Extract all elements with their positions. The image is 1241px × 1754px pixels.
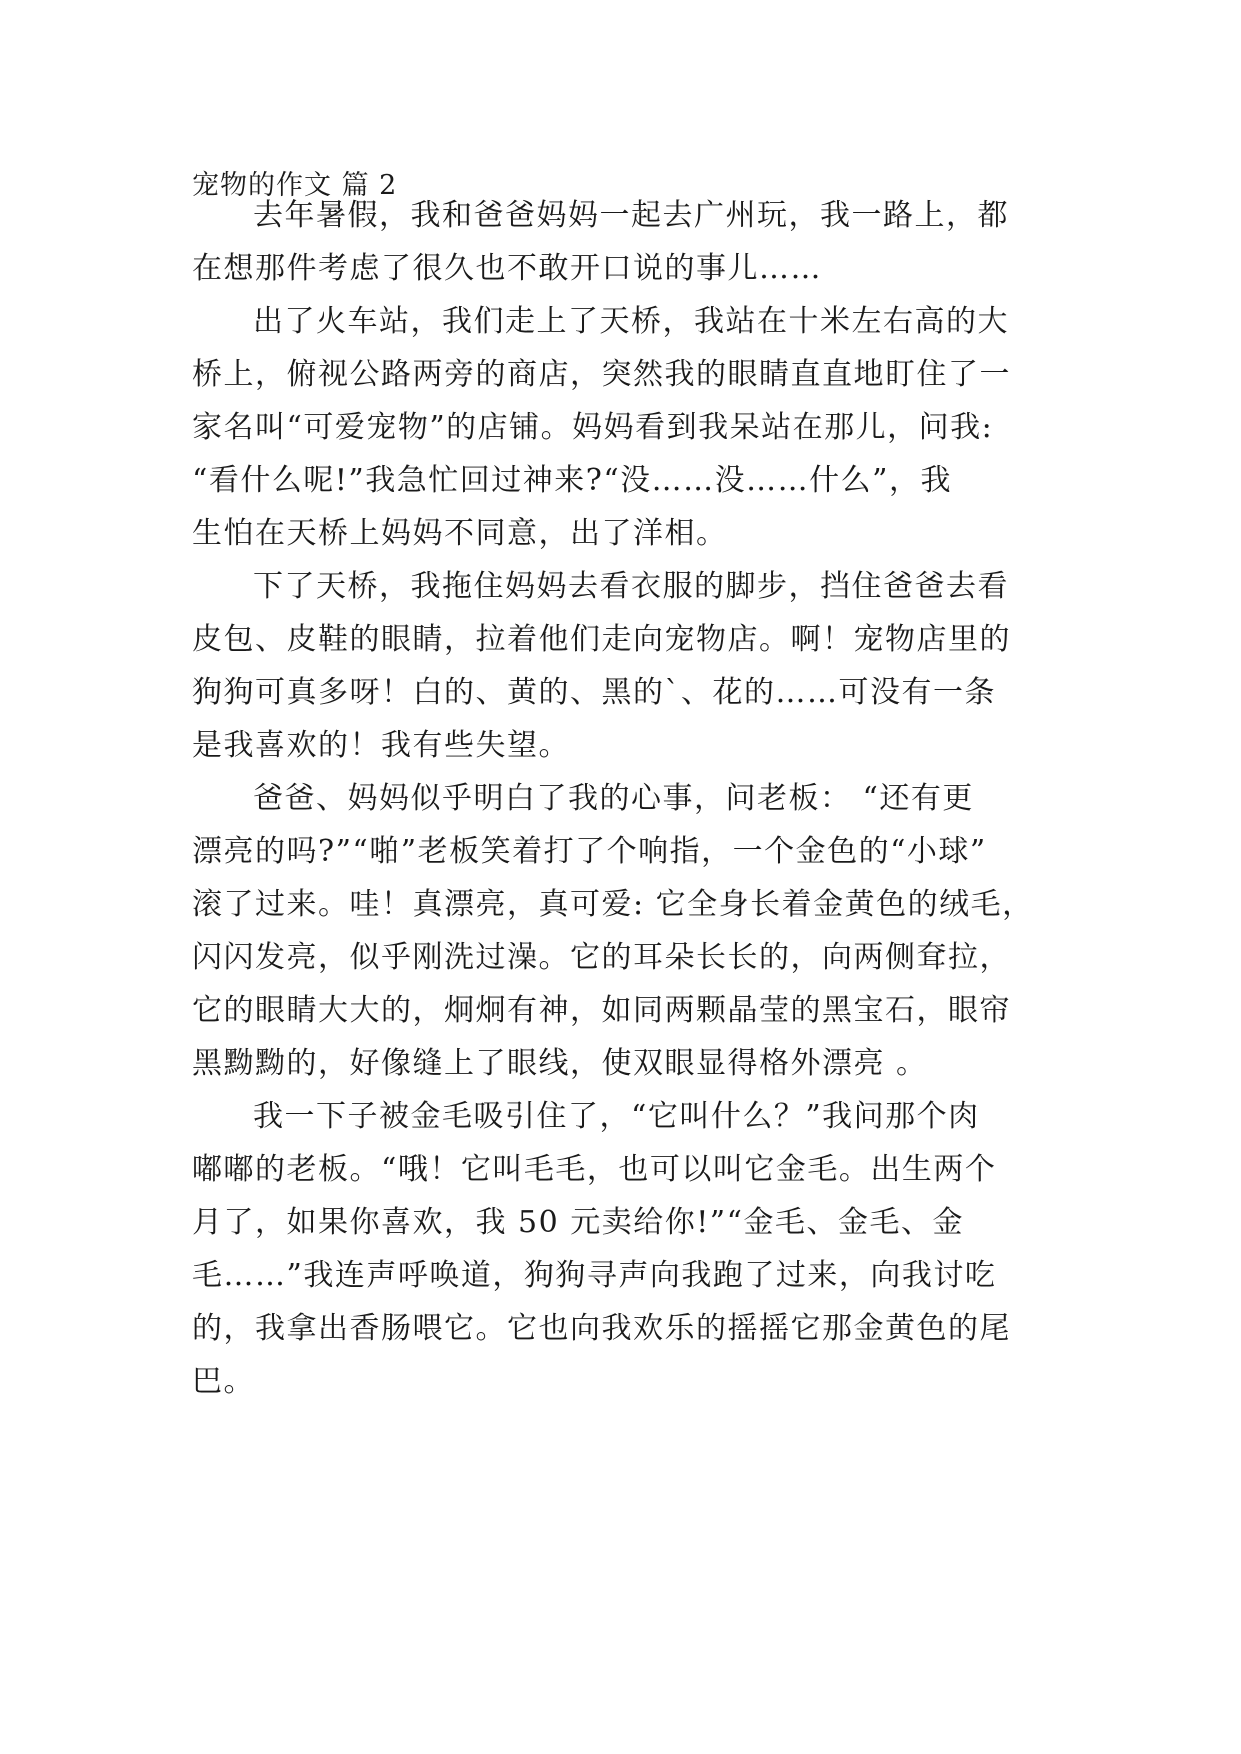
text-line: 毛……”我连声呼唤道，狗狗寻声向我跑了过来，向我讨吃 [192,1258,997,1293]
text-line: 爸爸、妈妈似乎明白了我的心事，问老板： “还有更 [253,781,974,816]
text-line: 嘟嘟的老板。“哦！它叫毛毛，也可以叫它金毛。出生两个 [192,1152,997,1187]
text-line: 是我喜欢的！我有些失望。 [192,728,570,763]
text-line: 去年暑假，我和爸爸妈妈一起去广州玩，我一路上，都 [253,198,1009,233]
text-line: 皮包、皮鞋的眼睛，拉着他们走向宠物店。啊！宠物店里的 [192,622,1011,657]
text-line: 的，我拿出香肠喂它。它也向我欢乐的摇摇它那金黄色的尾 [192,1311,1011,1346]
text-line: 出了火车站，我们走上了天桥，我站在十米左右高的大 [253,304,1009,339]
text-line: 巴。 [192,1364,255,1399]
text-line: 我一下子被金毛吸引住了，“它叫什么？”我问那个肉 [253,1099,980,1134]
text-line: 生怕在天桥上妈妈不同意，出了洋相。 [192,516,728,551]
text-line: 它的眼睛大大的，炯炯有神，如同两颗晶莹的黑宝石，眼帘 [192,993,1011,1028]
document-title: 宠物的作文 篇 2 [192,170,398,201]
text-line: 桥上，俯视公路两旁的商店，突然我的眼睛直直地盯住了一 [192,357,1011,392]
text-line: 狗狗可真多呀！白的、黄的、黑的`、花的……可没有一条 [192,675,996,710]
text-line: “看什么呢!”我急忙回过神来?“没……没……什么”，我 [192,463,952,498]
text-line: 下了天桥，我拖住妈妈去看衣服的脚步，挡住爸爸去看 [253,569,1009,604]
text-line: 家名叫“可爱宠物”的店铺。妈妈看到我呆站在那儿，问我: [192,410,994,445]
text-line: 闪闪发亮，似乎刚洗过澡。它的耳朵长长的，向两侧耷拉， [192,940,1011,975]
text-line: 滚了过来。哇！真漂亮，真可爱: 它全身长着金黄色的绒毛， [192,887,1034,922]
text-line: 月了，如果你喜欢，我 50 元卖给你!”“金毛、金毛、金 [192,1205,964,1240]
text-line: 在想那件考虑了很久也不敢开口说的事儿…… [192,251,822,286]
text-line: 黑黝黝的，好像缝上了眼线，使双眼显得格外漂亮 。 [192,1046,928,1081]
text-line: 漂亮的吗?”“啪”老板笑着打了个响指，一个金色的“小球” [192,834,987,869]
